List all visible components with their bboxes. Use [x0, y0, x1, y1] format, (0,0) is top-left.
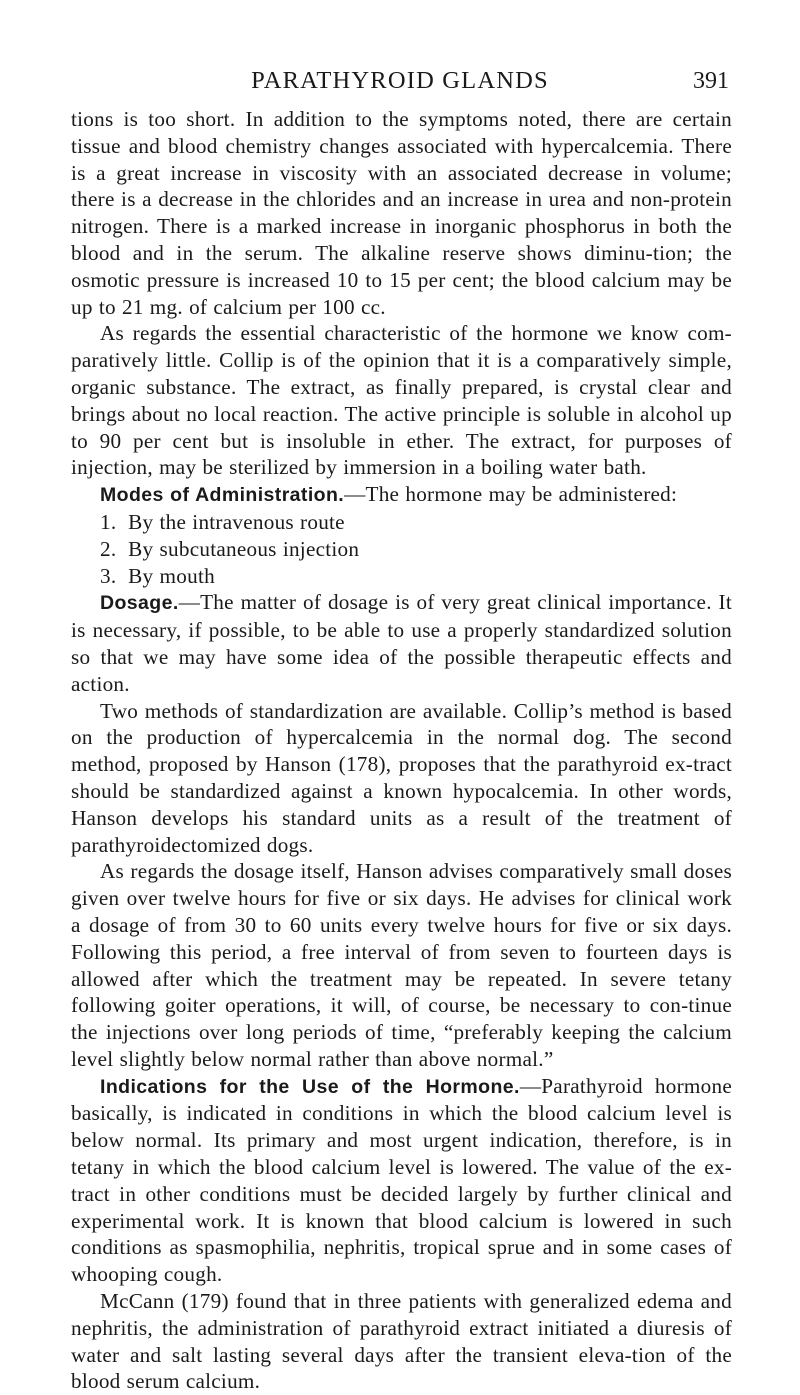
- dosage-text: —The matter of dosage is of very great clinical importance. It is necessary, if possible, to be able to use a properly standardized solution so that we may have some idea of the possible therapeutic effects and action.: [71, 590, 732, 696]
- indications-text: —Parathyroid hormone basically, is indicated in conditions in which the blood calcium level is below normal. Its primary and most urgent indication, therefore, is in tetany in which the blood calcium level is lowered. The value of the ex-tract in other conditions must be decided largely by further clinical and experimental work. It is known that blood calcium is lowered in such conditions as spasmophilia, nephritis, tropical sprue and in some cases of whooping cough.: [71, 1073, 732, 1287]
- paragraph-hanson-dosage: As regards the dosage itself, Hanson advises comparatively small doses given over twelve hours for five or six days. He advises for clinical work a dosage of from 30 to 60 units every twelve hours for five or six days. Following this period, a free interval of from seven to fourteen days is allowed after which the treatment may be repeated. In severe tetany following goiter operations, it will, of course, be necessary to con-tinue the injections over long periods of time, “preferably keeping the calcium level slightly below normal rather than above normal.”: [71, 859, 732, 1071]
- paragraph-mccann: McCann (179) found that in three patients with generalized edema and nephritis, the administration of parathyroid extract initiated a diuresis of water and salt lasting several days after the transient eleva-tion of the blood serum calcium.: [71, 1289, 732, 1394]
- list-item: [100, 563, 732, 590]
- list-item-text: By subcutaneous injection: [128, 536, 360, 561]
- list-item-text: By the intravenous route: [128, 509, 345, 534]
- body-text: [71, 106, 732, 1395]
- list-item: [100, 509, 732, 536]
- list-item-number: 1.: [100, 509, 117, 534]
- list-item: [100, 536, 732, 563]
- paragraph-indications: [71, 1073, 732, 1288]
- page-number: 391: [693, 68, 729, 94]
- paragraph-blood-chemistry: tions is too short. In addition to the symptoms noted, there are certain tissue and blood chemistry changes associated with hypercalcemia. There is a great increase in viscosity with an associated decrease in volume; there is a decrease in the chlorides and an increase in urea and non-protein nitrogen. There is a marked increase in inorganic phosphorus in both the blood and in the serum. The alkaline reserve shows diminu-tion; the osmotic pressure is increased 10 to 15 per cent; the blood calcium may be up to 21 mg. of calcium per 100 cc.: [71, 107, 732, 319]
- running-title: PARATHYROID GLANDS: [251, 67, 549, 94]
- modes-heading: Modes of Administration.: [100, 484, 345, 507]
- dosage-heading: Dosage.: [100, 592, 179, 615]
- list-item-text: By mouth: [128, 563, 215, 588]
- paragraph-hormone-characteristics: As regards the essential characteristic of the hormone we know com-paratively little. Collip is of the opinion that it is a comparatively simple, organic substance. The extract, as finally prepared, is crystal clear and brings about no local reaction. The active principle is soluble in alcohol up to 90 per cent but is insoluble in ether. The extract, for purposes of injection, may be sterilized by immersion in a boiling water bath.: [71, 321, 732, 480]
- modes-intro-text: —The hormone may be administered:: [344, 482, 678, 507]
- running-head: [0, 66, 800, 96]
- list-item-number: 2.: [100, 536, 117, 561]
- list-item-number: 3.: [100, 563, 117, 588]
- paragraph-modes-of-administration: [71, 481, 732, 509]
- indications-heading: Indications for the Use of the Hormone.: [100, 1075, 520, 1098]
- administration-routes-list: [71, 509, 732, 589]
- paragraph-standardization-methods: Two methods of standardization are available. Collip’s method is based on the production of hypercalcemia in the normal dog. The second method, proposed by Hanson (178), proposes that the parathyroid ex-tract should be standardized against a known hypocalcemia. In other words, Hanson develops his standard units as a result of the treatment of parathyroidectomized dogs.: [71, 698, 732, 857]
- paragraph-dosage: [71, 589, 732, 697]
